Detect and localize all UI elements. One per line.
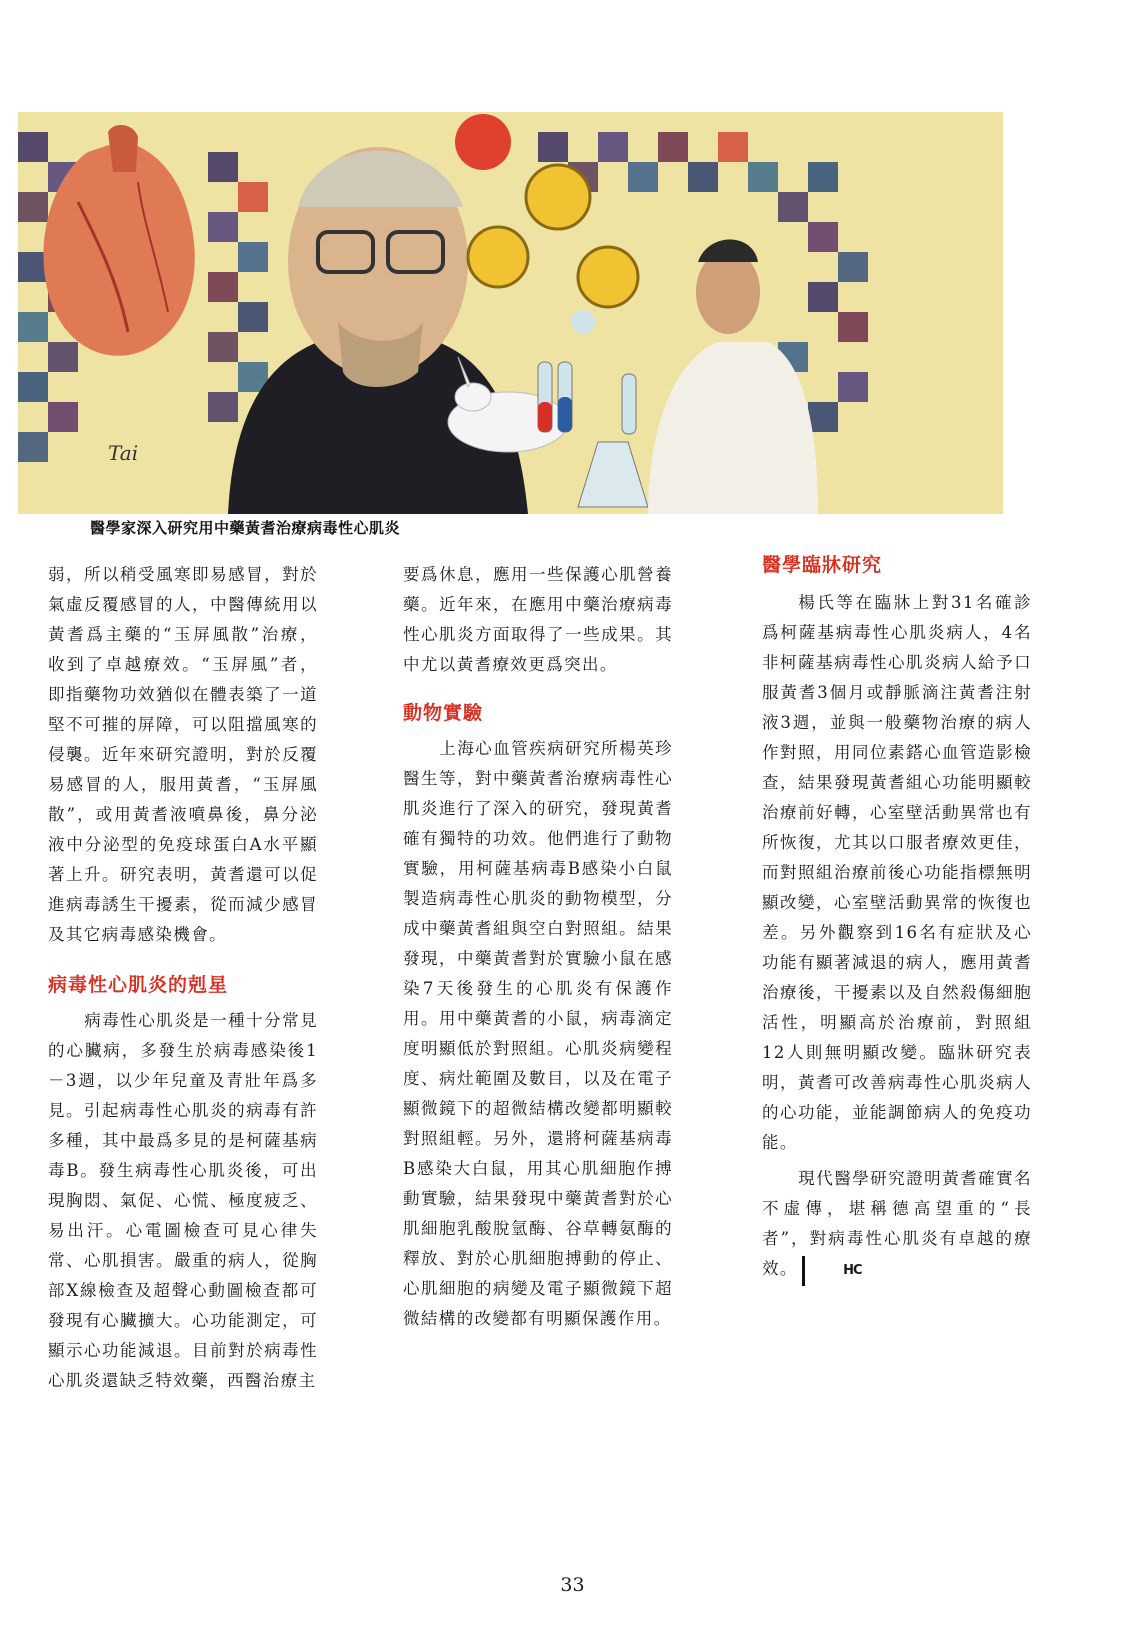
artist-signature: Tai [108,441,139,465]
paragraph-text: 弱，所以稍受風寒即易感冒，對於氣虛反覆感冒的人，中醫傳統用以黃耆爲主藥的“玉屏風散”治療，收到了卓越療效。“玉屏風”者，即指藥物功效猶似在體表築了一道堅不可摧的屏障，可以阻擋風寒的侵襲。近年來研究證明，對於反覆易感冒的人，服用黃耆，“玉屏風散”，或用黃耆液噴鼻後，鼻分泌液中分泌型的免疫球蛋白A水平顯著上升。研究表明，黃耆還可以促進病毒誘生干擾素，從而減少感冒及其它病毒感染機會。 [48,565,318,944]
body-paragraph [48,560,318,950]
page-number: 33 [560,1574,585,1596]
body-paragraph [762,588,1032,1158]
section-heading: 病毒性心肌炎的剋星 [48,974,229,996]
article-column-2 [403,560,673,1334]
figure-caption: 醫學家深入研究用中藥黃耆治療病毒性心肌炎 [90,519,401,537]
paragraph-text: 現代醫學研究證明黃耆確實名不虛傳，堪稱德高望重的“長者”，對病毒性心肌炎有卓越的療效。 [762,1169,1032,1278]
section-heading: 動物實驗 [403,702,484,724]
paragraph-text: 楊氏等在臨牀上對31名確診爲柯薩基病毒性心肌炎病人，4名非柯薩基病毒性心肌炎病人給予口服黃耆3個月或靜脈滴注黃耆注射液3週，並與一般藥物治療的病人作對照，用同位素鎝心血管造影檢查，結果發現黃耆組心功能明顯較治療前好轉，心室壁活動異常也有所恢復，尤其以口服者療效更佳，而對照組治療前後心功能指標無明顯改變，心室壁活動異常的恢復也差。另外觀察到16名有症狀及心功能有顯著減退的病人，應用黃耆治療後，干擾素以及自然殺傷細胞活性，明顯高於治療前，對照組12人則無明顯改變。臨牀研究表明，黃耆可改善病毒性心肌炎病人的心功能，並能調節病人的免疫功能。 [762,593,1032,1152]
paragraph-text: 上海心血管疾病研究所楊英珍醫生等，對中藥黃耆治療病毒性心肌炎進行了深入的研究，發現黃耆確有獨特的功效。他們進行了動物實驗，用柯薩基病毒B感染小白鼠製造病毒性心肌炎的動物模型，分成中藥黃耆組與空白對照組。結果發現，中藥黃耆對於實驗小鼠在感染7天後發生的心肌炎有保護作用。用中藥黃耆的小鼠，病毒滴定度明顯低於對照組。心肌炎病變程度、病灶範圍及數目，以及在電子顯微鏡下的超微結構改變都明顯較對照組輕。另外，還將柯薩基病毒B感染大白鼠，用其心肌細胞作搏動實驗，結果發現中藥黃耆對於心肌細胞乳酸脫氫酶、谷草轉氨酶的釋放、對於心肌細胞搏動的停止、心肌細胞的病變及電子顯微鏡下超微結構的改變都有明顯保護作用。 [403,739,673,1328]
body-paragraph [48,1006,318,1396]
paragraph-text: 要爲休息，應用一些保護心肌營養藥。近年來，在應用中藥治療病毒性心肌炎方面取得了一些成果。其中尤以黃耆療效更爲突出。 [403,565,673,674]
section-heading: 醫學臨牀研究 [762,554,883,576]
body-paragraph [762,1164,1032,1286]
illustration-art [18,112,1003,514]
article-illustration [18,112,1003,514]
end-mark: HC [802,1256,862,1286]
paragraph-text: 病毒性心肌炎是一種十分常見的心臟病，多發生於病毒感染後1－3週，以少年兒童及青壯年爲多見。引起病毒性心肌炎的病毒有許多種，其中最爲多見的是柯薩基病毒B。發生病毒性心肌炎後，可出現胸悶、氣促、心慌、極度疲乏、易出汗。心電圖檢查可見心律失常、心肌損害。嚴重的病人，從胸部X線檢查及超聲心動圖檢查都可發現有心臟擴大。心功能測定，可顯示心功能減退。目前對於病毒性心肌炎還缺乏特效藥，西醫治療主 [48,1011,318,1390]
article-column-3 [762,554,1032,1286]
assistant-figure [648,240,818,515]
heart-drawing [44,125,195,356]
body-paragraph [403,734,673,1334]
scientist-portrait [228,147,528,514]
body-paragraph [403,560,673,680]
article-column-1 [48,560,318,1396]
